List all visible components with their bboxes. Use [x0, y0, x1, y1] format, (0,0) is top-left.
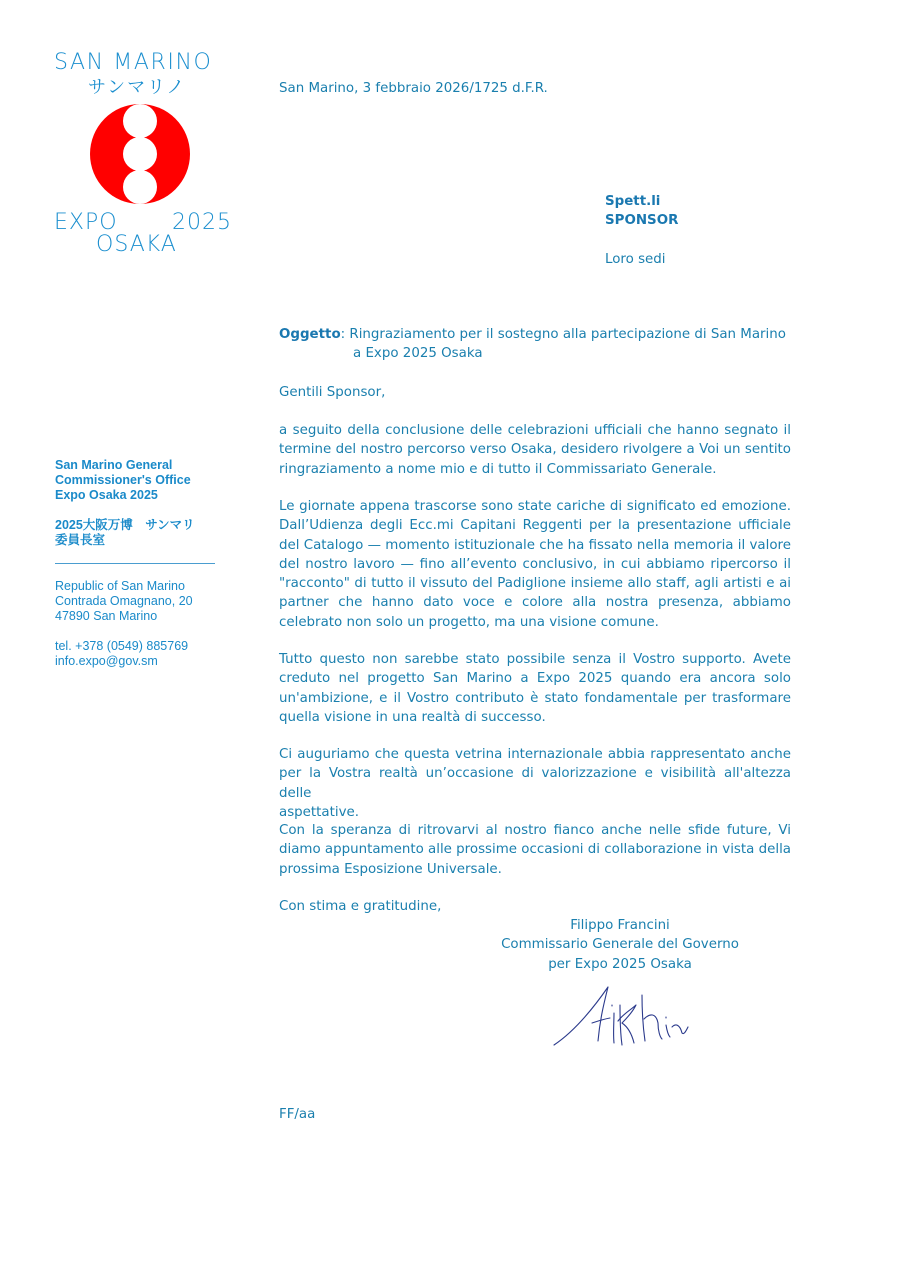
body-paragraph-3: [279, 650, 791, 727]
paragraph-line: termine del nostro percorso verso Osaka, desidero rivolgere a Voi un sentito: [279, 442, 791, 458]
paragraph-line: partner che hanno dato voce e colore alla nostra presenza, abbiamo: [279, 595, 791, 611]
paragraph-line: Tutto questo non sarebbe stato possibile senza il Vostro supporto. Avete: [279, 652, 791, 667]
signature-stroke: [644, 1015, 662, 1039]
sidebar-contacts: [55, 639, 188, 669]
signature-stroke: [620, 1005, 622, 1045]
signature-stroke: [672, 1025, 688, 1034]
sidebar-address: [55, 579, 193, 624]
recipient-name: SPONSOR: [605, 213, 679, 228]
body-paragraph-2: [279, 497, 791, 632]
paragraph-line: un'ambizione, e il Vostro contributo è stato fondamentale per trasformare: [279, 690, 791, 706]
body-paragraph-1: [279, 421, 791, 479]
office-line: San Marino General: [55, 458, 173, 472]
paragraph-line: "racconto" di tutto il vissuto del Padiglione insieme allo staff, agli artisti e ai: [279, 576, 791, 592]
recipient-salutation: Spett.li: [605, 194, 661, 209]
paragraph-line: celebrato non solo un progetto, ma una visione comune.: [279, 614, 659, 630]
subject-line-1: : Ringraziamento per il sostegno alla partecipazione di San Marino: [340, 327, 786, 342]
paragraph-line: Le giornate appena trascorse sono state cariche di significato ed emozione.: [279, 499, 791, 514]
subject-label: Oggetto: [279, 327, 341, 342]
paragraph-line: a seguito della conclusione delle celebrazioni ufficiali che hanno segnato il: [279, 423, 791, 438]
logo-white-circle-bottom: [123, 170, 157, 204]
paragraph-line: del nostro lavoro — fino all’evento conclusivo, in cui abbiamo ripercorso il: [279, 556, 791, 572]
japanese-line: 2025大阪万博 サンマリ: [55, 518, 195, 532]
paragraph-line: aspettative.: [279, 804, 360, 820]
paragraph-line: Con la speranza di ritrovarvi al nostro fianco anche nelle sfide future, Vi: [279, 823, 791, 838]
signatory-name: Filippo Francini: [570, 918, 670, 933]
paragraph-line: ringraziamento a nome mio e di tutto il Commissariato Generale.: [279, 461, 717, 477]
logo-expo: EXPO: [54, 210, 118, 235]
logo-white-circle-middle: [123, 137, 157, 171]
logo-white-circle-top: [123, 104, 157, 138]
logo-osaka: OSAKA: [96, 232, 177, 257]
japanese-line: 委員長室: [55, 533, 106, 547]
sidebar-japanese-name: [55, 518, 195, 548]
signature-stroke: [554, 987, 608, 1045]
greeting: Gentili Sponsor,: [279, 385, 386, 400]
subject-line-2: a Expo 2025 Osaka: [353, 346, 483, 362]
address-line: Republic of San Marino: [55, 579, 185, 593]
sidebar-office-name: [55, 458, 191, 503]
letter-date: San Marino, 3 febbraio 2026/1725 d.F.R.: [279, 81, 548, 96]
logo-san-marino: SAN MARINO: [54, 50, 213, 75]
office-line: Commissioner's Office: [55, 473, 191, 487]
address-line: 47890 San Marino: [55, 609, 158, 623]
sidebar-divider: [55, 563, 215, 564]
paragraph-line: prossima Esposizione Universale.: [279, 861, 502, 877]
phone-number: tel. +378 (0549) 885769: [55, 639, 189, 653]
logo-san-marino-katakana: サンマリノ: [88, 77, 187, 98]
closing: Con stima e gratitudine,: [279, 899, 442, 914]
paragraph-line: quella visione in una realtà di successo.: [279, 709, 546, 725]
logo-red-circle-mark: [89, 103, 191, 205]
paragraph-line: Ci auguriamo che questa vetrina internazionale abbia rappresentato anche: [279, 747, 791, 762]
signature-block: [490, 916, 750, 974]
recipient-location: Loro sedi: [605, 252, 666, 267]
handwritten-signature: [552, 983, 692, 1053]
paragraph-line: per la Vostra realtà un’occasione di valorizzazione e visibilità all'altezza delle: [279, 766, 791, 801]
signatory-title-1: Commissario Generale del Governo: [501, 937, 739, 953]
signatory-title-2: per Expo 2025 Osaka: [548, 956, 692, 972]
signature-stroke: [666, 1025, 670, 1037]
body-paragraph-4: [279, 745, 791, 822]
body-paragraph-5: [279, 821, 791, 879]
office-line: Expo Osaka 2025: [55, 488, 158, 502]
reference-initials: FF/aa: [279, 1107, 316, 1122]
address-line: Contrada Omagnano, 20: [55, 594, 193, 608]
paragraph-line: del Catalogo — momento istituzionale che ha fissato nella memoria il valore: [279, 537, 791, 553]
logo-year: 2025: [172, 210, 232, 235]
paragraph-line: diamo appuntamento alle prossime occasioni di collaborazione in vista della: [279, 842, 791, 858]
paragraph-line: Dall’Udienza degli Ecc.mi Capitani Reggenti per la presentazione ufficiale: [279, 518, 791, 534]
letter-subject: [279, 325, 799, 364]
email-link[interactable]: info.expo@gov.sm: [55, 654, 158, 668]
paragraph-line: creduto nel progetto San Marino a Expo 2025 quando era ancora solo: [279, 671, 791, 687]
